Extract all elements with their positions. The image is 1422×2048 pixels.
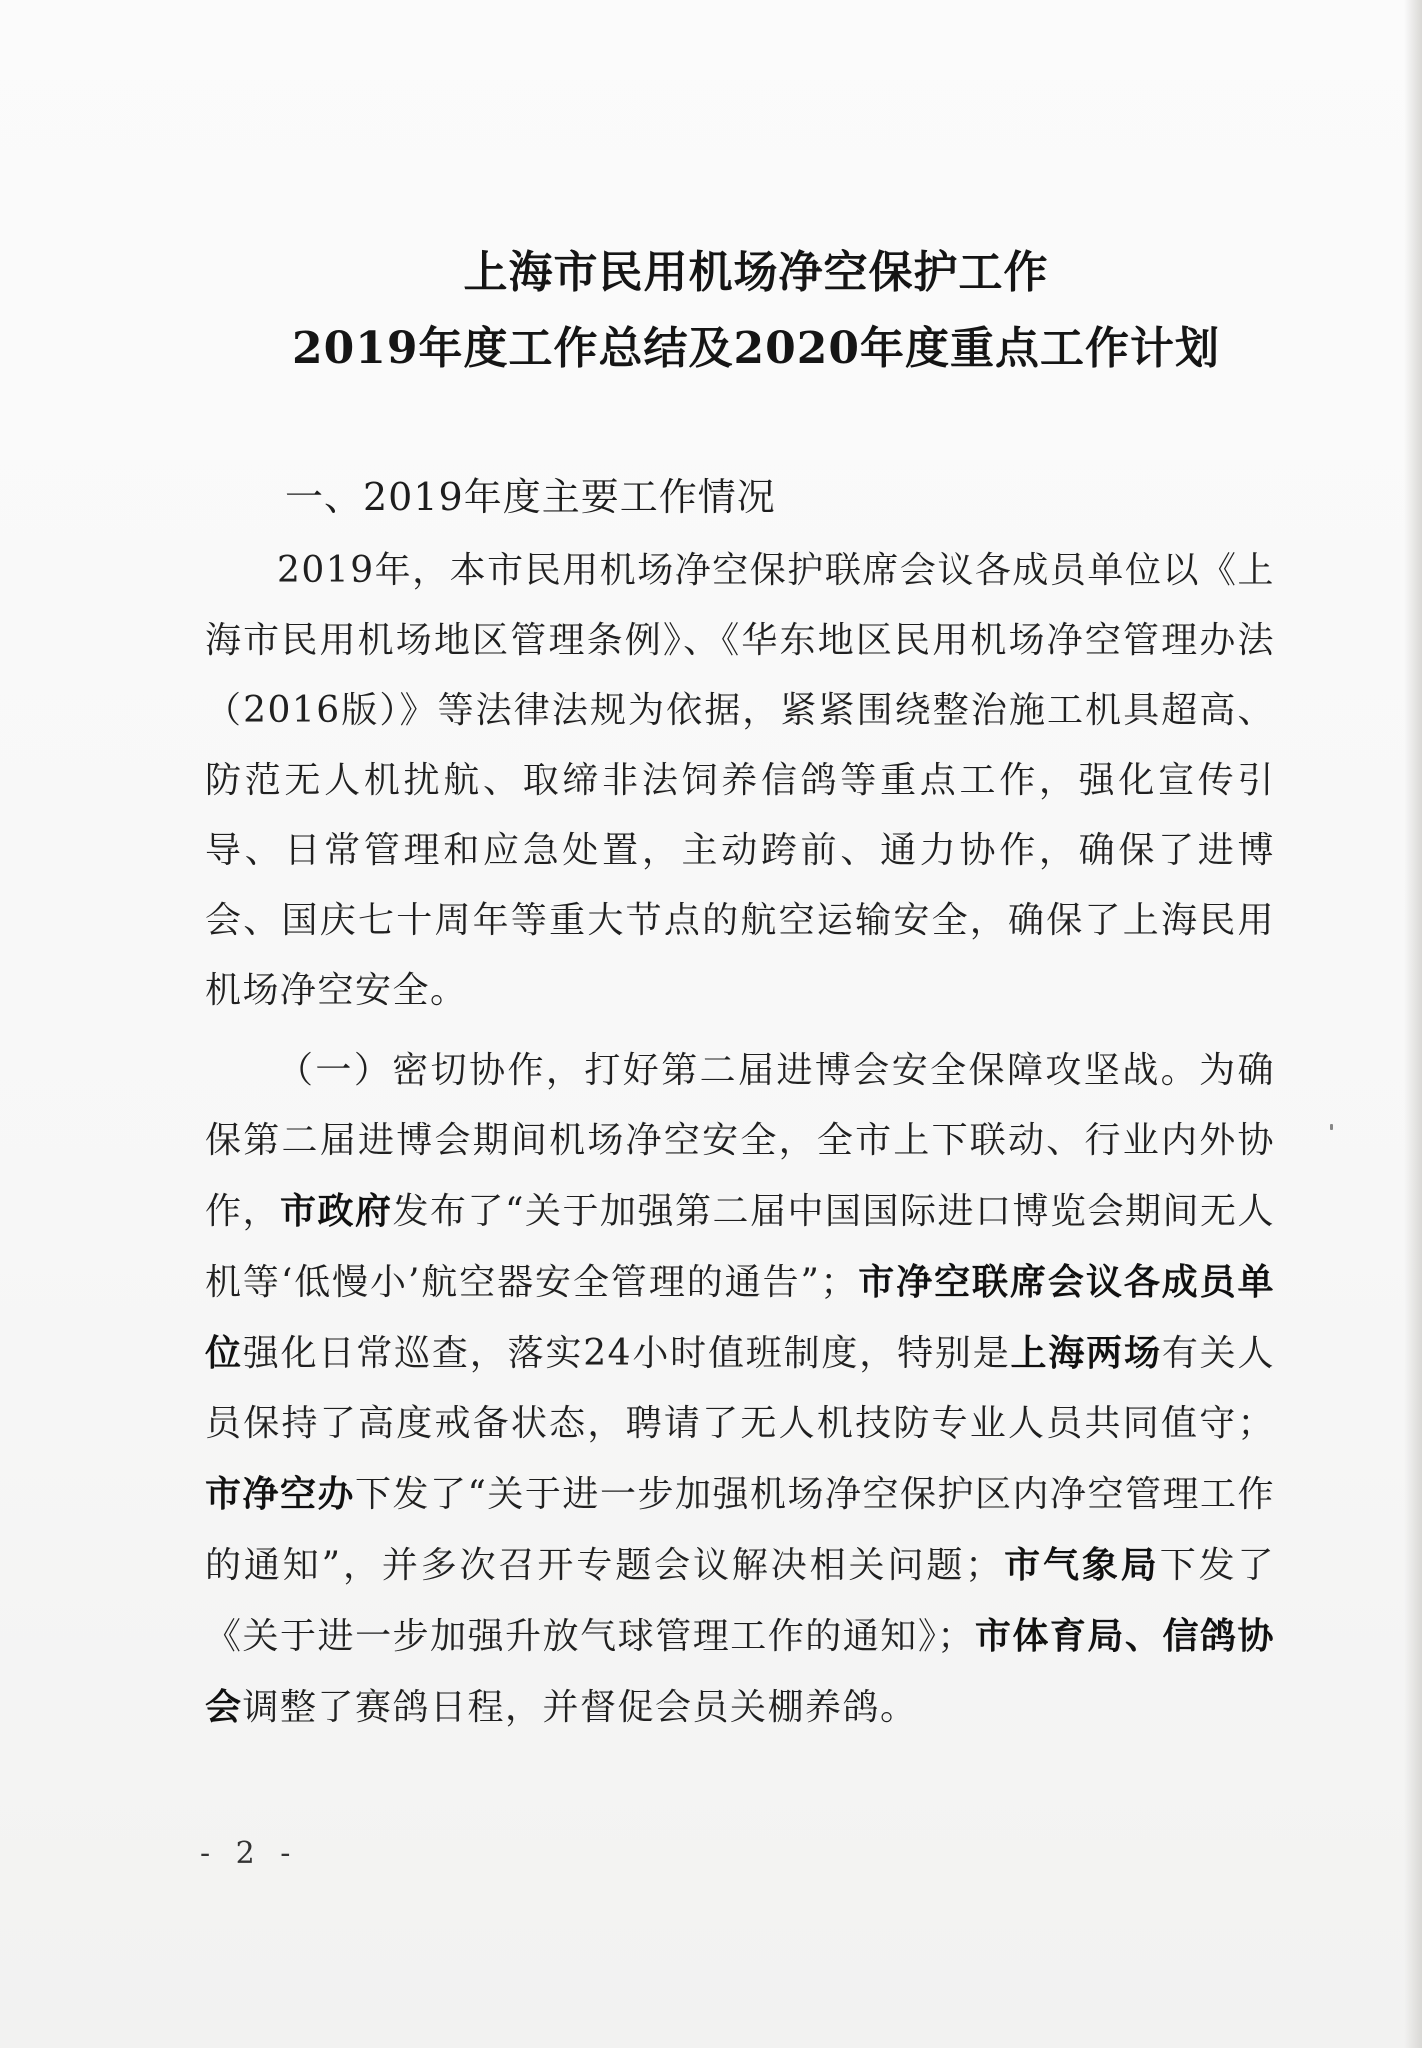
- document-title-line1: 上海市民用机场净空保护工作: [463, 247, 1049, 298]
- paragraph-2-text: 强化日常巡查，落实24小时值班制度，特别是: [242, 1333, 1011, 1374]
- bold-entity-clearance-office: 市净空办: [205, 1473, 356, 1515]
- paragraph-1: 2019年，本市民用机场净空保护联席会议各成员单位以《上海市民用机场地区管理条例》、《华东地区民用机场净空管理办法（2016版）》等法律法规为依据，紧紧围绕整治施工机具超高、防范无人机扰航、取缔非法饲养信鸽等重点工作，强化宣传引导、日常管理和应急处置，主动跨前、通力协作，确保了进博会、国庆七十周年等重大节点的航空运输安全，确保了上海民用机场净空安全。: [205, 550, 1275, 1011]
- scan-speck: [1330, 1124, 1333, 1130]
- paragraph-2-text: 下发了《关于进一步加强升放气球管理工作的通知》；: [205, 1545, 1275, 1657]
- paragraph-2-text: 调整了赛鸽日程，并督促会员关棚养鸽。: [242, 1687, 918, 1728]
- paragraph-2-text: 发布了“关于加强第二届中国国际进口博览会期间无人机等‘低慢小’航空器安全管理的通告”；: [205, 1191, 1275, 1303]
- bold-entity-city-government: 市政府: [280, 1190, 393, 1232]
- paragraph-2-text: （一）密切协作，打好第二届进博会安全保障攻坚战。为确保第二届进博会期间机场净空安全，全市上下联动、行业内外协作，: [205, 1050, 1275, 1232]
- document-title-line2: 2019年度工作总结及2020年度重点工作计划: [292, 323, 1220, 374]
- page-number: - 2 -: [200, 1836, 299, 1871]
- paragraph-2-text: 下发了“关于进一步加强机场净空保护区内净空管理工作的通知”，并多次召开专题会议解决相关问题；: [205, 1474, 1275, 1586]
- section-heading-1: 一、2019年度主要工作情况: [285, 475, 776, 519]
- bold-entity-sports-bureau-pigeon-association: 市体育局、信鸽协会: [205, 1615, 1275, 1728]
- bold-entity-shanghai-airports: 上海两场: [1010, 1332, 1162, 1374]
- paragraph-2-text: 有关人员保持了高度戒备状态，聘请了无人机技防专业人员共同值守；: [205, 1333, 1275, 1444]
- bold-entity-joint-meeting-members: 市净空联席会议各成员单位: [205, 1261, 1275, 1374]
- page-edge-shadow: [1404, 0, 1422, 2048]
- paragraph-2: [205, 1036, 1275, 1743]
- bold-entity-meteorological-bureau: 市气象局: [1002, 1544, 1160, 1586]
